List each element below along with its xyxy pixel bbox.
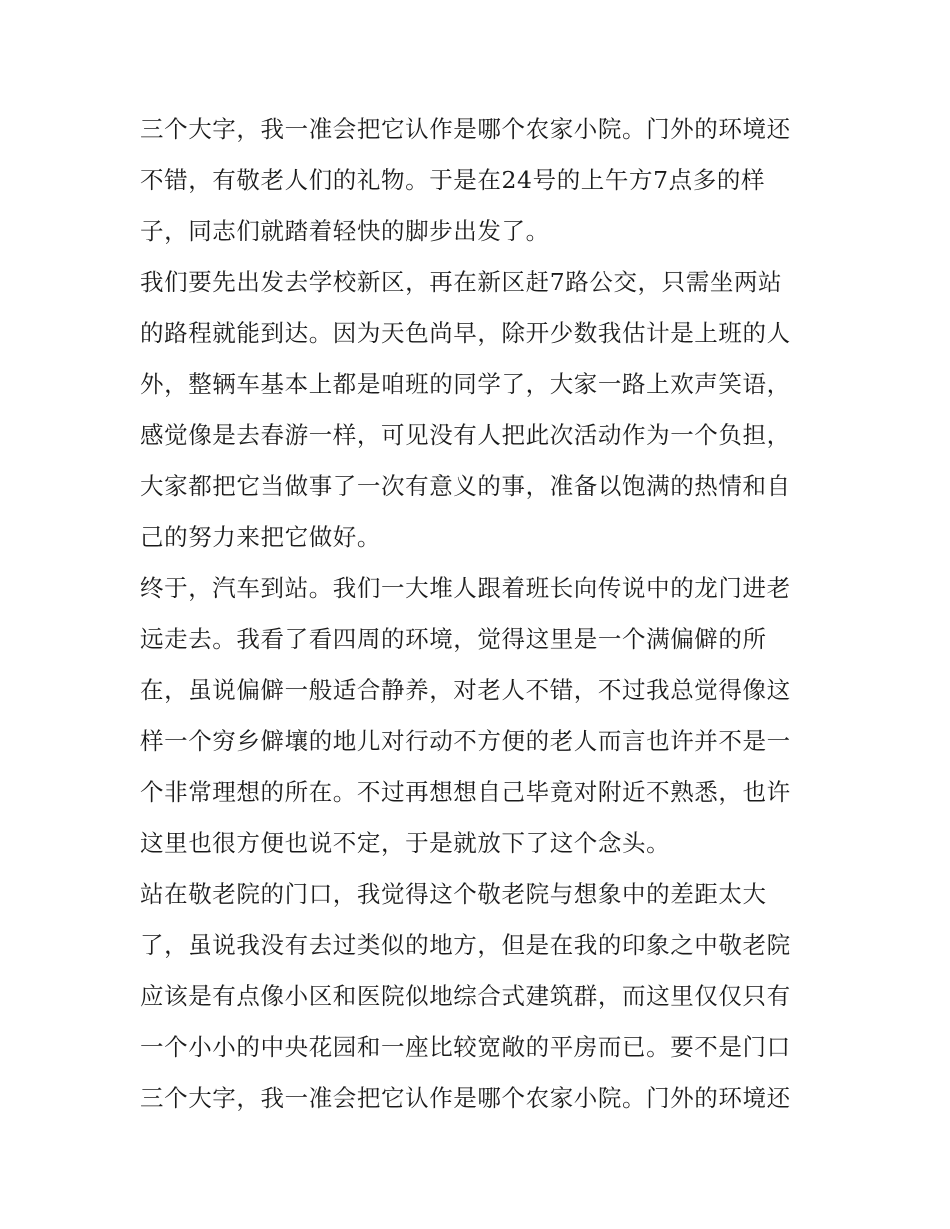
body-text [140,104,820,1124]
text-line: 个非常理想的所在。不过再想想自己毕竟对附近不熟悉，也许 [140,778,791,806]
text-line: 远走去。我看了看四周的环境，觉得这里是一个满偏僻的所 [140,625,767,653]
text-line: 己的努力来把它做好。 [140,523,381,551]
text-line: 子，同志们就踏着轻快的脚步出发了。 [140,217,550,245]
text-line: 三个大字，我一准会把它认作是哪个农家小院。门外的环境还 [140,115,791,143]
text-line: 感觉像是去春游一样，可见没有人把此次活动作为一个负担， [140,421,791,449]
text-line: 在，虽说偏僻一般适合静养，对老人不错，不过我总觉得像这 [140,676,791,704]
text-line: 外，整辆车基本上都是咱班的同学了，大家一路上欢声笑语， [140,370,791,398]
text-line: 应该是有点像小区和医院似地综合式建筑群，而这里仅仅只有 [140,982,791,1010]
text-line: 不错，有敬老人们的礼物。于是在24号的上午方7点多的样 [140,166,766,194]
text-line: 这里也很方便也说不定，于是就放下了这个念头。 [140,829,671,857]
text-line: 一个小小的中央花园和一座比较宽敞的平房而已。要不是门口 [140,1033,791,1061]
text-line: 站在敬老院的门口，我觉得这个敬老院与想象中的差距太大 [140,880,767,908]
text-line: 样一个穷乡僻壤的地儿对行动不方便的老人而言也许并不是一 [140,727,791,755]
text-line: 了，虽说我没有去过类似的地方，但是在我的印象之中敬老院 [140,931,791,959]
text-line: 三个大字，我一准会把它认作是哪个农家小院。门外的环境还 [140,1084,791,1112]
text-line: 大家都把它当做事了一次有意义的事，准备以饱满的热情和自 [140,472,791,500]
text-line: 我们要先出发去学校新区，再在新区赶7路公交，只需坐两站 [140,268,783,296]
text-line: 终于，汽车到站。我们一大堆人跟着班长向传说中的龙门进老 [140,574,791,602]
text-line: 的路程就能到达。因为天色尚早，除开少数我估计是上班的人 [140,319,791,347]
